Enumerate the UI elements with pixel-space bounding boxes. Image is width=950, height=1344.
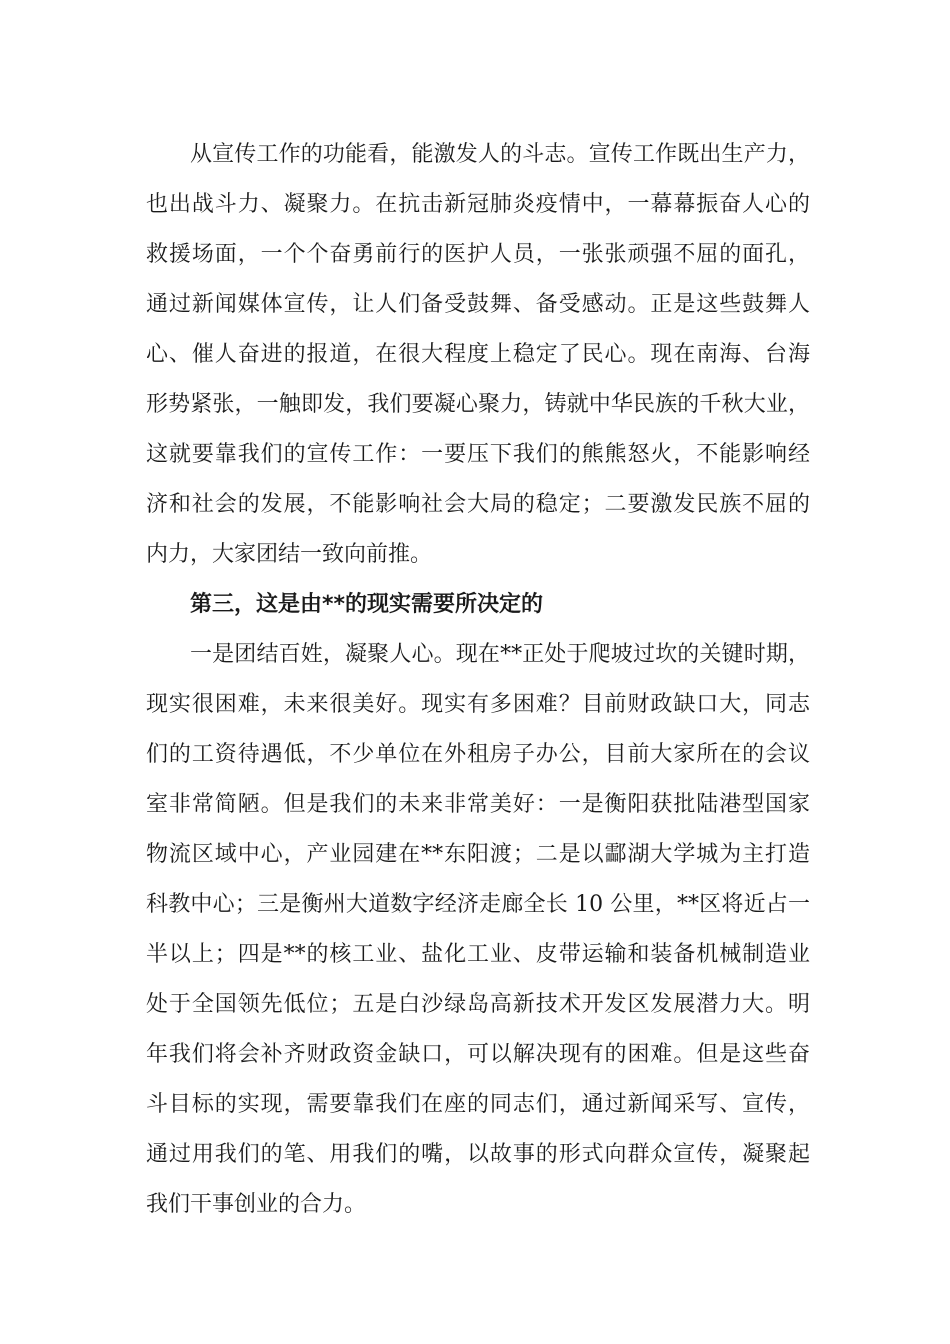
- paragraph-line: 内力，大家团结一致向前推。: [146, 542, 433, 567]
- paragraph-line: 也出战斗力、凝聚力。在抗击新冠肺炎疫情中，一幕幕振奋人心的: [146, 192, 810, 217]
- paragraph-line: 济和社会的发展，不能影响社会大局的稳定；二要激发民族不屈的: [146, 492, 810, 517]
- paragraph-functions-of-publicity: [146, 130, 810, 580]
- paragraph-unite-people: [146, 630, 810, 1230]
- paragraph-line: 我们干事创业的合力。: [146, 1192, 367, 1217]
- paragraph-line: 半以上；四是**的核工业、盐化工业、皮带运输和装备机械制造业: [146, 942, 810, 967]
- paragraph-line: 年我们将会补齐财政资金缺口，可以解决现有的困难。但是这些奋: [146, 1042, 810, 1067]
- paragraph-line: 斗目标的实现，需要靠我们在座的同志们，通过新闻采写、宣传，: [146, 1092, 810, 1117]
- paragraph-line: 救援场面，一个个奋勇前行的医护人员，一张张顽强不屈的面孔，: [146, 242, 810, 267]
- paragraph-line: 通过新闻媒体宣传，让人们备受鼓舞、备受感动。正是这些鼓舞人: [146, 292, 810, 317]
- paragraph-line: 心、催人奋进的报道，在很大程度上稳定了民心。现在南海、台海: [146, 342, 810, 367]
- paragraph-line: 科教中心；三是衡州大道数字经济走廊全长 10 公里，**区将近占一: [146, 892, 810, 917]
- paragraph-line: 通过用我们的笔、用我们的嘴，以故事的形式向群众宣传，凝聚起: [146, 1142, 810, 1167]
- paragraph-line: 形势紧张，一触即发，我们要凝心聚力，铸就中华民族的千秋大业，: [146, 392, 810, 417]
- document-body: [146, 130, 810, 1230]
- paragraph-line: 室非常简陋。但是我们的未来非常美好：一是衡阳获批陆港型国家: [146, 792, 810, 817]
- paragraph-line: 从宣传工作的功能看，能激发人的斗志。宣传工作既出生产力，: [190, 142, 810, 167]
- paragraph-line: 这就要靠我们的宣传工作：一要压下我们的熊熊怒火，不能影响经: [146, 442, 810, 467]
- paragraph-line: 处于全国领先低位；五是白沙绿岛高新技术开发区发展潜力大。明: [146, 992, 810, 1017]
- paragraph-line: 们的工资待遇低，不少单位在外租房子办公，目前大家所在的会议: [146, 742, 810, 767]
- section-heading: 第三，这是由**的现实需要所决定的: [190, 592, 544, 617]
- paragraph-line: 一是团结百姓，凝聚人心。现在**正处于爬坡过坎的关键时期，: [190, 642, 810, 667]
- paragraph-line: 现实很困难，未来很美好。现实有多困难？目前财政缺口大，同志: [146, 692, 810, 717]
- paragraph-line: 物流区域中心，产业园建在**东阳渡；二是以酃湖大学城为主打造: [146, 842, 810, 867]
